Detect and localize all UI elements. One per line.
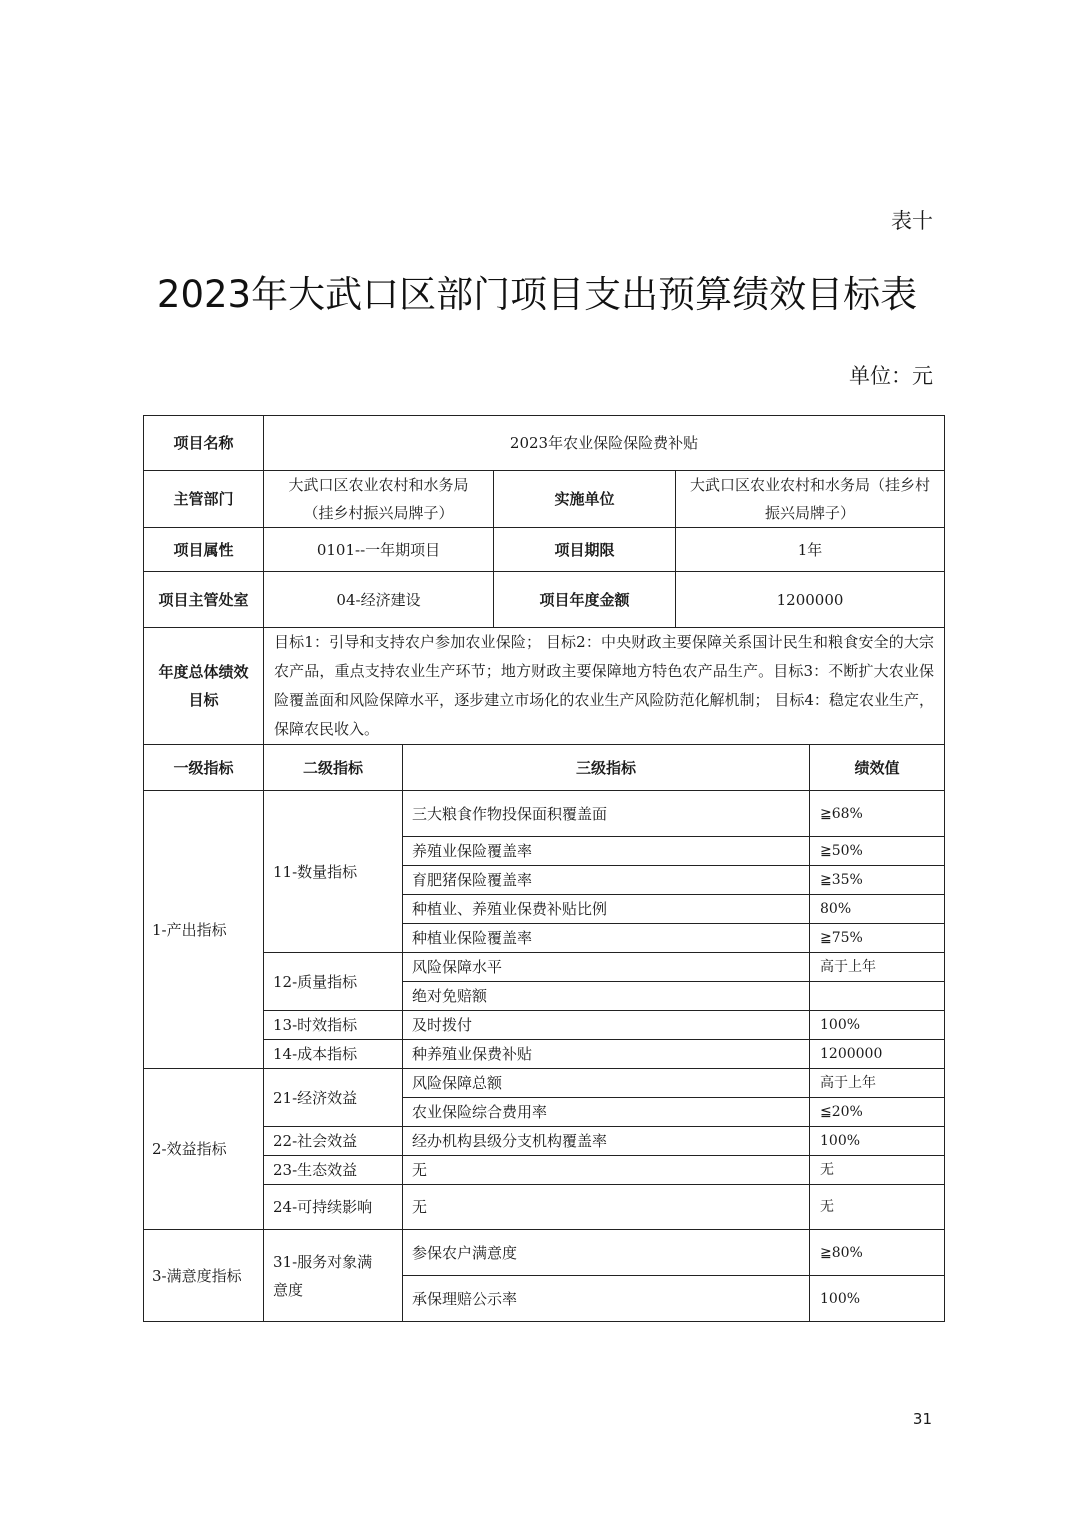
- amount-label: 项目年度金额: [494, 572, 676, 628]
- office-label: 项目主管处室: [144, 572, 264, 628]
- header-value: 绩效值: [810, 745, 945, 791]
- indicator-name: 无: [403, 1156, 810, 1185]
- level2-cost: 14-成本指标: [264, 1040, 403, 1069]
- indicator-value: 100%: [810, 1276, 945, 1322]
- header-level1: 一级指标: [144, 745, 264, 791]
- indicator-name: 种植业、养殖业保费补贴比例: [403, 895, 810, 924]
- level2-sustainable: 24-可持续影响: [264, 1185, 403, 1230]
- level2-ecological: 23-生态效益: [264, 1156, 403, 1185]
- period-label: 项目期限: [494, 528, 676, 572]
- header-level3: 三级指标: [403, 745, 810, 791]
- goal-text: 目标1：引导和支持农户参加农业保险； 目标2：中央财政主要保障关系国计民生和粮食安全的大宗农产品，重点支持农业生产环节；地方财政主要保障地方特色农产品生产。目标3：不断扩大农业保险覆盖面和风险保障水平，逐步建立市场化的农业生产风险防范化解机制； 目标4：稳定农业生产，保障农民收入。: [264, 628, 945, 745]
- level2-timeliness: 13-时效指标: [264, 1011, 403, 1040]
- level1-satisfaction: 3-满意度指标: [144, 1230, 264, 1322]
- goal-label: 年度总体绩效目标: [144, 628, 264, 745]
- dept-value: 大武口区农业农村和水务局（挂乡村振兴局牌子）: [264, 471, 494, 528]
- level2-service: 31-服务对象满意度: [264, 1230, 403, 1322]
- indicator-value: 100%: [810, 1011, 945, 1040]
- impl-label: 实施单位: [494, 471, 676, 528]
- indicator-value: ≧75%: [810, 924, 945, 953]
- indicator-value: ≧50%: [810, 837, 945, 866]
- indicator-value: 1200000: [810, 1040, 945, 1069]
- indicator-name: 经办机构县级分支机构覆盖率: [403, 1127, 810, 1156]
- level2-quality: 12-质量指标: [264, 953, 403, 1011]
- indicator-name: 无: [403, 1185, 810, 1230]
- attr-value: 0101--一年期项目: [264, 528, 494, 572]
- indicator-name: 风险保障总额: [403, 1069, 810, 1098]
- header-level2: 二级指标: [264, 745, 403, 791]
- attribute-row: [144, 528, 945, 572]
- indicator-value: ≧35%: [810, 866, 945, 895]
- unit-label: 单位：元: [849, 364, 933, 388]
- indicator-name: 三大粮食作物投保面积覆盖面: [403, 791, 810, 837]
- goal-row: [144, 628, 945, 745]
- indicator-name: 种植业保险覆盖率: [403, 924, 810, 953]
- indicator-header-row: [144, 745, 945, 791]
- indicator-name: 风险保障水平: [403, 953, 810, 982]
- period-value: 1年: [676, 528, 945, 572]
- level1-benefit: 2-效益指标: [144, 1069, 264, 1230]
- indicator-name: 农业保险综合费用率: [403, 1098, 810, 1127]
- level2-quantity: 11-数量指标: [264, 791, 403, 953]
- table-row: [144, 953, 945, 982]
- indicator-name: 育肥猪保险覆盖率: [403, 866, 810, 895]
- indicator-name: 参保农户满意度: [403, 1230, 810, 1276]
- indicator-value: 无: [810, 1156, 945, 1185]
- table-row: [144, 1011, 945, 1040]
- indicator-name: 养殖业保险覆盖率: [403, 837, 810, 866]
- indicator-name: 种养殖业保费补贴: [403, 1040, 810, 1069]
- page-number: 31: [912, 1410, 932, 1428]
- table-row: [144, 1185, 945, 1230]
- project-name-value: 2023年农业保险保险费补贴: [264, 416, 945, 471]
- table-row: [144, 1040, 945, 1069]
- indicator-value: [810, 982, 945, 1011]
- office-row: [144, 572, 945, 628]
- indicator-value: ≧68%: [810, 791, 945, 837]
- level2-economic: 21-经济效益: [264, 1069, 403, 1127]
- indicator-value: ≦20%: [810, 1098, 945, 1127]
- table-row: [144, 1127, 945, 1156]
- dept-label: 主管部门: [144, 471, 264, 528]
- amount-value: 1200000: [676, 572, 945, 628]
- indicator-value: 80%: [810, 895, 945, 924]
- indicator-value: 100%: [810, 1127, 945, 1156]
- table-number: 表十: [891, 209, 933, 233]
- indicator-name: 绝对免赔额: [403, 982, 810, 1011]
- indicator-value: 无: [810, 1185, 945, 1230]
- indicator-value: 高于上年: [810, 953, 945, 982]
- level1-output: 1-产出指标: [144, 791, 264, 1069]
- table-row: [144, 1069, 945, 1098]
- table-row: [144, 1156, 945, 1185]
- table-row: [144, 791, 945, 837]
- indicator-name: 承保理赔公示率: [403, 1276, 810, 1322]
- performance-table: [143, 415, 945, 1322]
- indicator-value: ≧80%: [810, 1230, 945, 1276]
- office-value: 04-经济建设: [264, 572, 494, 628]
- department-row: [144, 471, 945, 528]
- impl-value: 大武口区农业农村和水务局（挂乡村振兴局牌子）: [676, 471, 945, 528]
- level2-social: 22-社会效益: [264, 1127, 403, 1156]
- table-row: [144, 1230, 945, 1276]
- project-name-label: 项目名称: [144, 416, 264, 471]
- attr-label: 项目属性: [144, 528, 264, 572]
- page-title: 2023年大武口区部门项目支出预算绩效目标表: [156, 273, 918, 316]
- indicator-name: 及时拨付: [403, 1011, 810, 1040]
- project-name-row: [144, 416, 945, 471]
- indicator-value: 高于上年: [810, 1069, 945, 1098]
